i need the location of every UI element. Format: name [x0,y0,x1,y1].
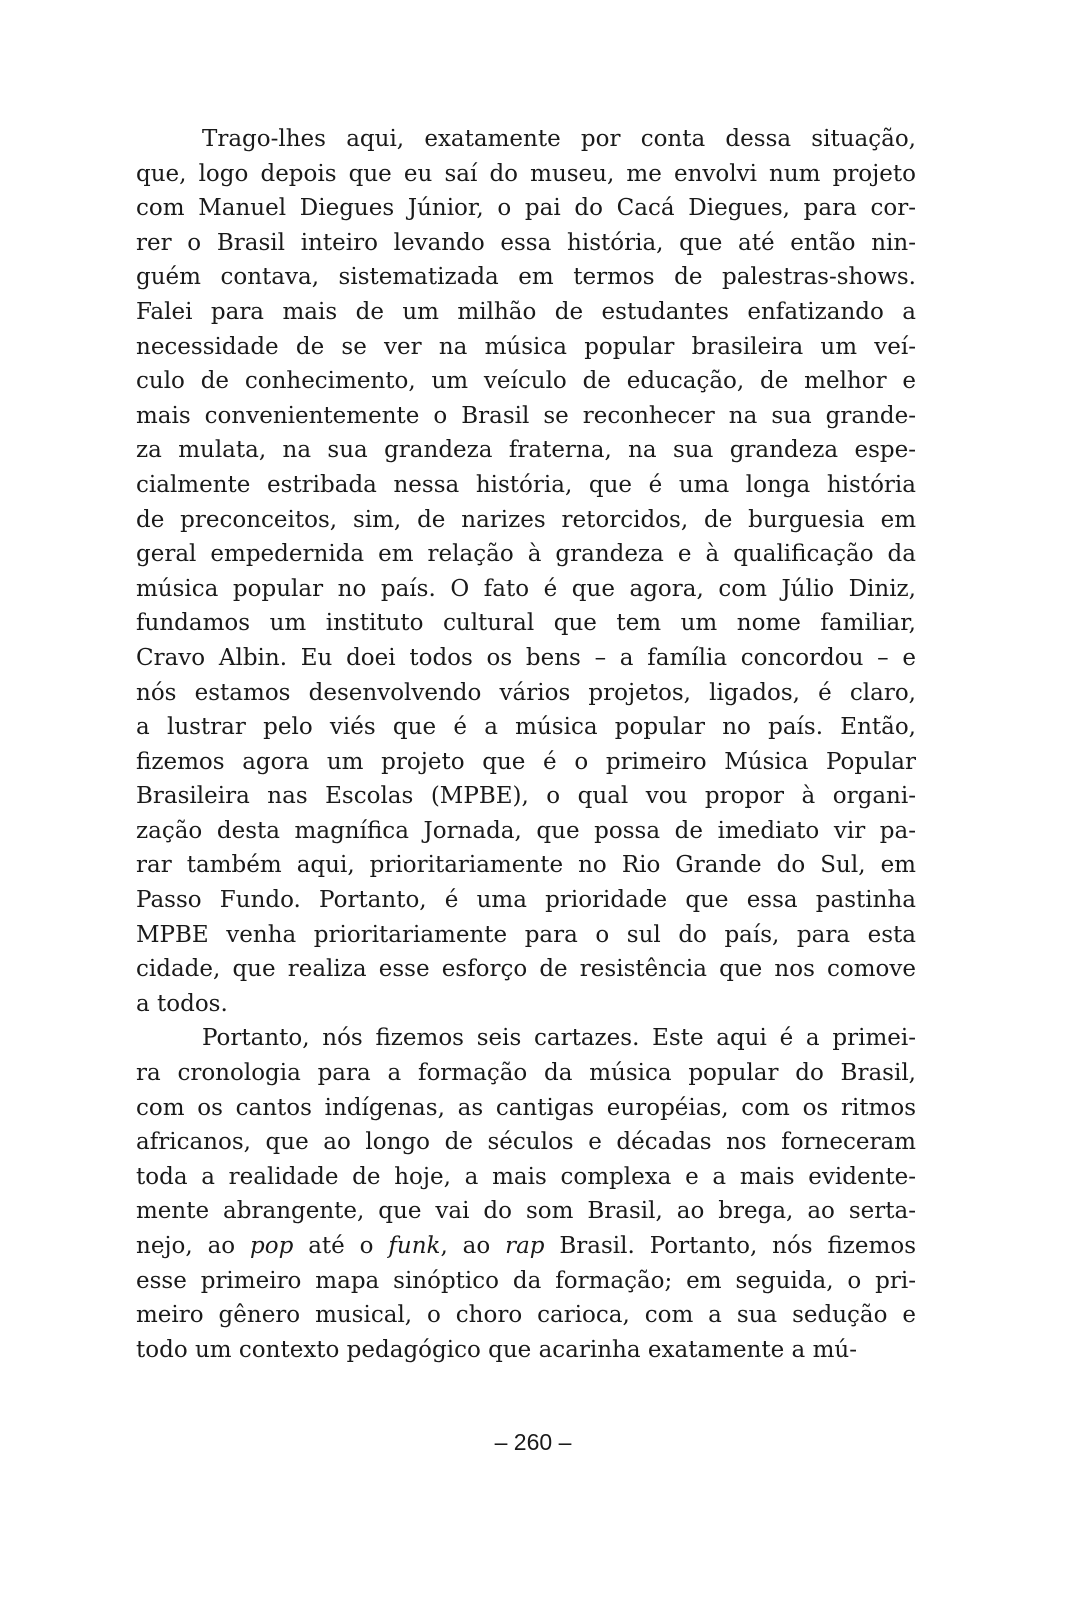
text-run: até o [293,1233,389,1259]
text-run: todo um contexto pedagógico que acarinha exatamente a mú- [136,1336,857,1363]
text-run: , ao [440,1233,506,1259]
text-line [136,987,916,1022]
text-line [136,399,916,434]
text-run: geral empedernida em relação à grandeza e à qualificação da [136,541,916,568]
text-run: necessidade de se ver na música popular brasileira um veí- [136,333,916,360]
text-run: música popular no país. O fato é que agora, com Júlio Diniz, [136,575,916,602]
text-line [136,226,916,261]
text-line [136,952,916,987]
text-line [136,503,916,538]
text-run: nós estamos desenvolvendo vários projetos, ligados, é claro, [136,679,916,706]
text-run: Cravo Albin. Eu doei todos os bens – a família concordou – e [136,644,916,671]
text-line [136,606,916,641]
text-run: a lustrar pelo viés que é a música popular no país. Então, [136,714,916,741]
text-run: cialmente estribada nessa história, que é uma longa história [136,471,916,498]
italic-term: pop [250,1233,294,1259]
text-run: ra cronologia para a formação da música popular do Brasil, [136,1060,916,1087]
text-line [136,122,916,157]
text-line [136,641,916,676]
text-line [136,1056,916,1091]
text-run: Brasil. Portanto, nós fizemos [544,1233,916,1259]
text-run: meiro gênero musical, o choro carioca, com a sua sedução e [136,1302,916,1329]
text-run: cidade, que realiza esse esforço de resistência que nos comove [136,956,916,983]
text-line [136,1264,916,1299]
text-run: guém contava, sistematizada em termos de palestras-shows. [136,264,916,291]
text-line [136,1021,916,1056]
text-line [136,745,916,780]
text-line [136,710,916,745]
text-run: za mulata, na sua grandeza fraterna, na sua grandeza espe- [136,437,916,464]
text-line [136,1229,916,1264]
text-line [136,433,916,468]
text-line [136,157,916,192]
text-run: rer o Brasil inteiro levando essa história, que até então nin- [136,229,916,256]
text-run: fizemos agora um projeto que é o primeiro Música Popular [136,748,916,775]
text-run: rar também aqui, prioritariamente no Rio Grande do Sul, em [136,852,916,879]
text-line [136,1298,916,1333]
text-run: mais convenientemente o Brasil se reconhecer na sua grande- [136,402,916,429]
text-run: de preconceitos, sim, de narizes retorcidos, de burguesia em [136,506,916,533]
text-run: africanos, que ao longo de séculos e décadas nos forneceram [136,1129,916,1156]
text-line [136,676,916,711]
text-line [136,1091,916,1126]
text-line [136,191,916,226]
text-run: que, logo depois que eu saí do museu, me envolvi num projeto [136,160,916,187]
italic-term: rap [505,1233,545,1259]
text-line [136,260,916,295]
paragraph [136,1021,916,1367]
text-line [136,779,916,814]
text-run: mente abrangente, que vai do som Brasil, ao brega, ao serta- [136,1198,916,1225]
text-run: Portanto, nós fizemos seis cartazes. Este aqui é a primei- [202,1025,916,1052]
text-run: culo de conhecimento, um veículo de educação, de melhor e [136,368,916,395]
text-run: toda a realidade de hoje, a mais complexa e a mais evidente- [136,1163,916,1190]
text-line [136,1194,916,1229]
text-run: nejo, ao [136,1233,251,1259]
text-line [136,364,916,399]
text-line [136,1160,916,1195]
text-line [136,572,916,607]
text-line [136,1333,916,1368]
text-run: com os cantos indígenas, as cantigas européias, com os ritmos [136,1094,916,1121]
text-line [136,468,916,503]
text-run: Brasileira nas Escolas (MPBE), o qual vou propor à organi- [136,783,916,810]
text-run: zação desta magnífica Jornada, que possa de imediato vir pa- [136,817,916,844]
text-line [136,918,916,953]
text-line [136,814,916,849]
paragraph [136,122,916,1021]
text-line [136,883,916,918]
text-line [136,848,916,883]
text-run: fundamos um instituto cultural que tem um nome familiar, [136,610,916,637]
italic-term: funk [388,1233,441,1259]
text-line [136,330,916,365]
text-line [136,537,916,572]
text-run: esse primeiro mapa sinóptico da formação; em seguida, o pri- [136,1267,916,1294]
text-run: Passo Fundo. Portanto, é uma prioridade que essa pastinha [136,887,916,914]
text-run: Falei para mais de um milhão de estudantes enfatizando a [136,298,916,325]
text-run: com Manuel Diegues Júnior, o pai do Cacá Diegues, para cor- [136,195,916,222]
text-line [136,1125,916,1160]
text-line [136,295,916,330]
text-run: a todos. [136,990,228,1017]
page-number: – 260 – [494,1429,572,1455]
body-text [136,122,916,1367]
text-run: MPBE venha prioritariamente para o sul do país, para esta [136,921,916,948]
text-run: Trago-lhes aqui, exatamente por conta dessa situação, [202,126,916,152]
